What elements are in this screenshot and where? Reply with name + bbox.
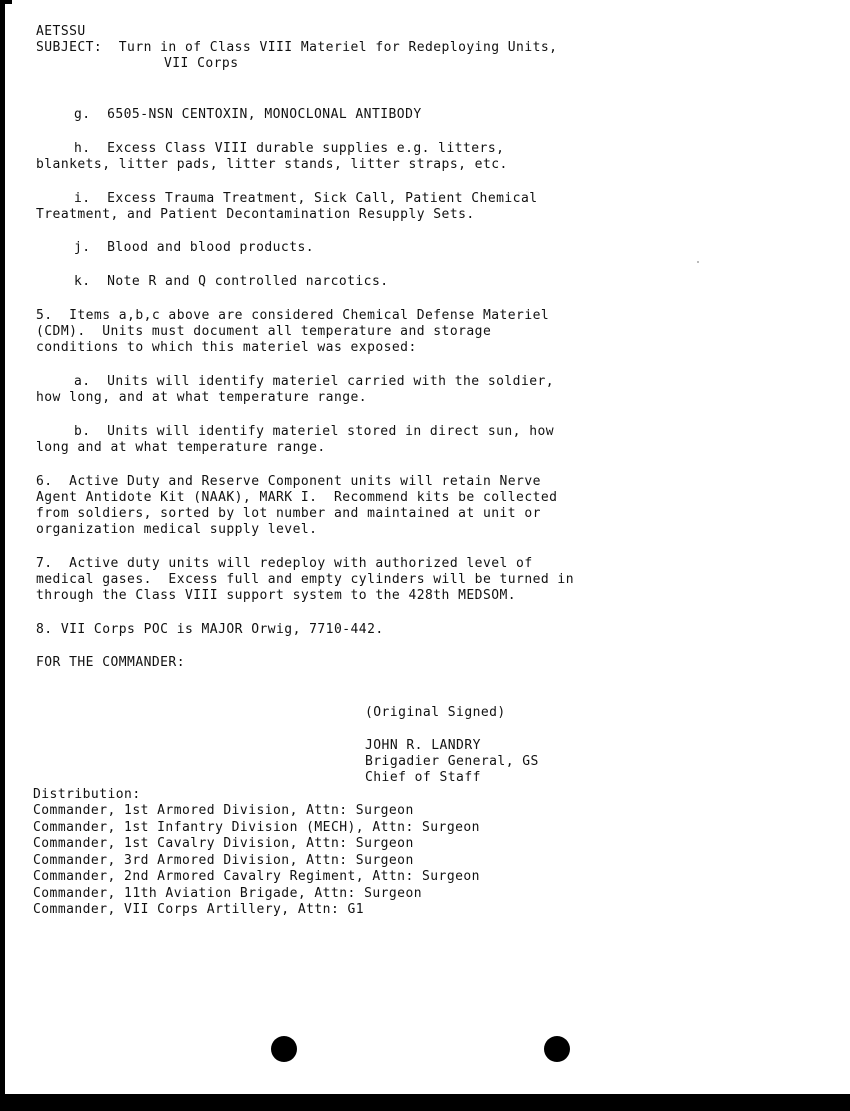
- distribution-entry: Commander, VII Corps Artillery, Attn: G1: [33, 902, 365, 917]
- para5-line-3: conditions to which this materiel was exposed:: [36, 340, 417, 355]
- scan-edge-bottom: [0, 1094, 850, 1111]
- item-i-line-1: i. Excess Trauma Treatment, Sick Call, Patient Chemical: [74, 191, 538, 206]
- distribution-entry: Commander, 2nd Armored Cavalry Regiment, Attn: Surgeon: [33, 869, 480, 884]
- para8: 8. VII Corps POC is MAJOR Orwig, 7710-442.: [36, 622, 384, 637]
- signature-name: JOHN R. LANDRY: [365, 738, 481, 753]
- para5-line-1: 5. Items a,b,c above are considered Chemical Defense Materiel: [36, 308, 550, 323]
- item-g: g. 6505-NSN CENTOXIN, MONOCLONAL ANTIBODY: [74, 107, 422, 122]
- closing: FOR THE COMMANDER:: [36, 655, 185, 670]
- item-k: k. Note R and Q controlled narcotics.: [74, 274, 389, 289]
- office-symbol: AETSSU: [36, 24, 86, 39]
- signature-note: (Original Signed): [365, 705, 506, 720]
- signature-rank: Brigadier General, GS: [365, 754, 539, 769]
- item-h-line-1: h. Excess Class VIII durable supplies e.g. litters,: [74, 141, 505, 156]
- para6-line-1: 6. Active Duty and Reserve Component units will retain Nerve: [36, 474, 541, 489]
- item-j: j. Blood and blood products.: [74, 240, 315, 255]
- distribution-entry: Commander, 1st Infantry Division (MECH), Attn: Surgeon: [33, 820, 480, 835]
- item-i-line-2: Treatment, and Patient Decontamination Resupply Sets.: [36, 207, 475, 222]
- para5-b-line-1: b. Units will identify materiel stored in direct sun, how: [74, 424, 555, 439]
- distribution-entry: Commander, 1st Armored Division, Attn: Surgeon: [33, 803, 414, 818]
- para6-line-2: Agent Antidote Kit (NAAK), MARK I. Recommend kits be collected: [36, 490, 558, 505]
- scan-edge-top-mark: [0, 0, 12, 4]
- distribution-heading: Distribution:: [33, 787, 141, 802]
- scan-edge-left: [0, 0, 5, 1111]
- para5-b-line-2: long and at what temperature range.: [36, 440, 326, 455]
- signature-title: Chief of Staff: [365, 770, 481, 785]
- para5-a-line-1: a. Units will identify materiel carried with the soldier,: [74, 374, 555, 389]
- para6-line-3: from soldiers, sorted by lot number and maintained at unit or: [36, 506, 541, 521]
- punch-hole-left: [271, 1036, 297, 1062]
- para5-a-line-2: how long, and at what temperature range.: [36, 390, 368, 405]
- para5-line-2: (CDM). Units must document all temperature and storage: [36, 324, 492, 339]
- distribution-entry: Commander, 3rd Armored Division, Attn: Surgeon: [33, 853, 414, 868]
- para7-line-3: through the Class VIII support system to the 428th MEDSOM.: [36, 588, 517, 603]
- para6-line-4: organization medical supply level.: [36, 522, 318, 537]
- distribution-entry: Commander, 1st Cavalry Division, Attn: Surgeon: [33, 836, 414, 851]
- scan-speck: [697, 261, 699, 263]
- punch-hole-right: [544, 1036, 570, 1062]
- item-h-line-2: blankets, litter pads, litter stands, litter straps, etc.: [36, 157, 508, 172]
- subject-line-1: SUBJECT: Turn in of Class VIII Materiel for Redeploying Units,: [36, 40, 558, 55]
- para7-line-1: 7. Active duty units will redeploy with authorized level of: [36, 556, 533, 571]
- subject-line-2: VII Corps: [164, 56, 239, 71]
- distribution-entry: Commander, 11th Aviation Brigade, Attn: Surgeon: [33, 886, 423, 901]
- para7-line-2: medical gases. Excess full and empty cylinders will be turned in: [36, 572, 574, 587]
